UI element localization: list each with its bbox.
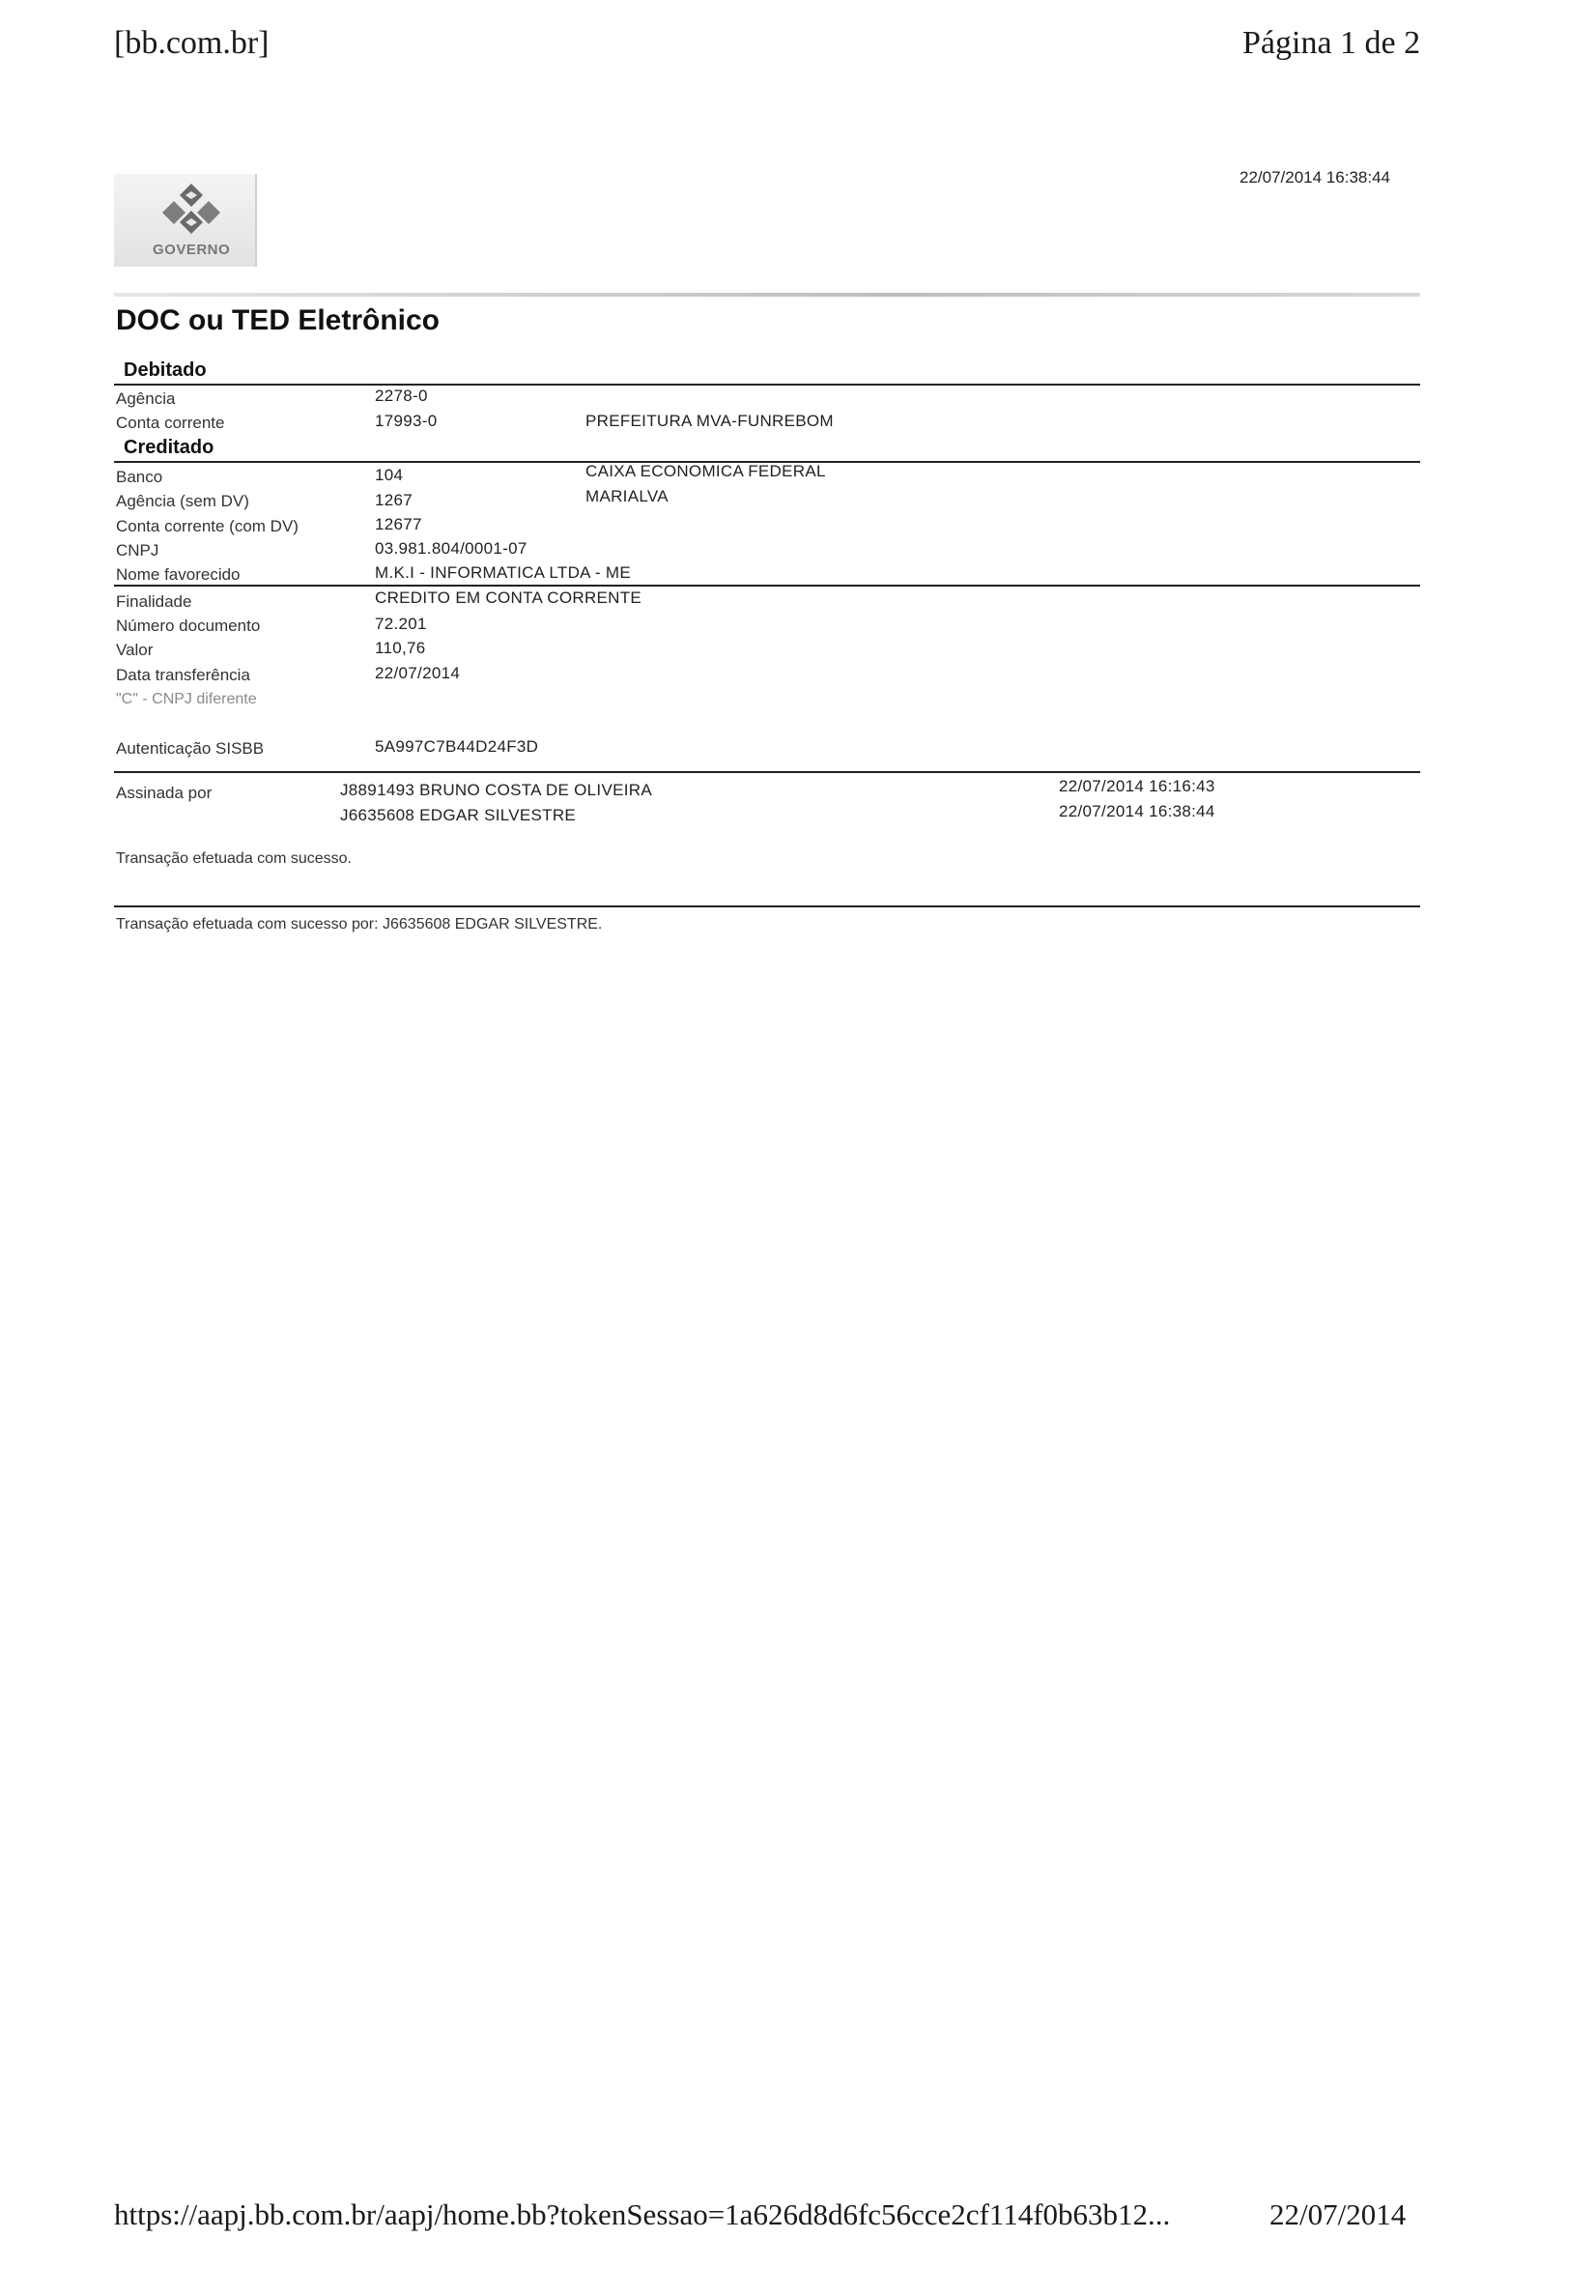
creditado-agencia-value: 1267	[375, 491, 413, 509]
cnpj-diferente-note: "C" - CNPJ diferente	[116, 691, 257, 707]
status-by-message: Transação efetuada com sucesso por: J6635608 EDGAR SILVESTRE.	[116, 916, 603, 933]
creditado-conta-value: 12677	[375, 515, 422, 533]
print-footer-date: 22/07/2014	[1269, 2197, 1407, 2231]
debitado-agencia-value: 2278-0	[375, 387, 428, 405]
page-title: DOC ou TED Eletrônico	[116, 304, 441, 336]
autenticacao-label: Autenticação SISBB	[116, 739, 265, 758]
banco-do-brasil-logo-icon	[162, 182, 220, 236]
section-debitado-rule	[114, 384, 1420, 386]
documento-value: 72.201	[375, 615, 427, 633]
governo-logo	[114, 174, 257, 267]
data-transferencia-label: Data transferência	[116, 666, 250, 684]
header-divider	[114, 293, 1420, 297]
valor-value: 110,76	[375, 639, 426, 657]
status-message: Transação efetuada com sucesso.	[116, 850, 352, 867]
valor-label: Valor	[116, 641, 154, 659]
creditado-banco-name: CAIXA ECONOMICA FEDERAL	[585, 462, 826, 480]
creditado-cnpj-value: 03.981.804/0001-07	[375, 539, 527, 558]
signature-name: J8891493 BRUNO COSTA DE OLIVEIRA	[340, 781, 652, 799]
creditado-banco-label: Banco	[116, 468, 163, 486]
signature-name: J6635608 EDGAR SILVESTRE	[340, 806, 577, 824]
signatures-rule	[114, 771, 1420, 773]
creditado-conta-label: Conta corrente (com DV)	[116, 517, 299, 535]
report-timestamp: 22/07/2014 16:38:44	[1240, 168, 1390, 187]
signature-datetime: 22/07/2014 16:38:44	[1059, 802, 1215, 820]
creditado-banco-value: 104	[375, 466, 404, 484]
debitado-agencia-label: Agência	[116, 389, 176, 408]
print-header-site: [bb.com.br]	[114, 25, 270, 61]
creditado-cnpj-label: CNPJ	[116, 541, 159, 560]
section-creditado-heading: Creditado	[124, 437, 214, 458]
documento-label: Número documento	[116, 617, 261, 635]
print-footer-url: https://aapj.bb.com.br/aapj/home.bb?tokenSessao=1a626d8d6fc56cce2cf114f0b63b12...	[114, 2197, 1171, 2231]
logo-label: GOVERNO	[153, 242, 231, 258]
creditado-agencia-name: MARIALVA	[585, 487, 669, 505]
section-debitado-heading: Debitado	[124, 359, 207, 381]
creditado-favorecido-label: Nome favorecido	[116, 565, 241, 584]
creditado-agencia-label: Agência (sem DV)	[116, 492, 249, 510]
data-transferencia-value: 22/07/2014	[375, 664, 461, 682]
creditado-favorecido-value: M.K.I - INFORMATICA LTDA - ME	[375, 563, 631, 582]
finalidade-value: CREDITO EM CONTA CORRENTE	[375, 588, 642, 607]
debitado-conta-label: Conta corrente	[116, 414, 225, 432]
autenticacao-value: 5A997C7B44D24F3D	[375, 737, 539, 756]
creditado-details-rule	[114, 585, 1420, 587]
assinada-por-label: Assinada por	[116, 784, 213, 802]
debitado-conta-value: 17993-0	[375, 412, 438, 430]
debitado-conta-name: PREFEITURA MVA-FUNREBOM	[585, 412, 834, 430]
print-header-page-number: Página 1 de 2	[1242, 25, 1421, 61]
signature-datetime: 22/07/2014 16:16:43	[1059, 777, 1215, 795]
finalidade-label: Finalidade	[116, 592, 192, 611]
status-rule	[114, 905, 1420, 907]
